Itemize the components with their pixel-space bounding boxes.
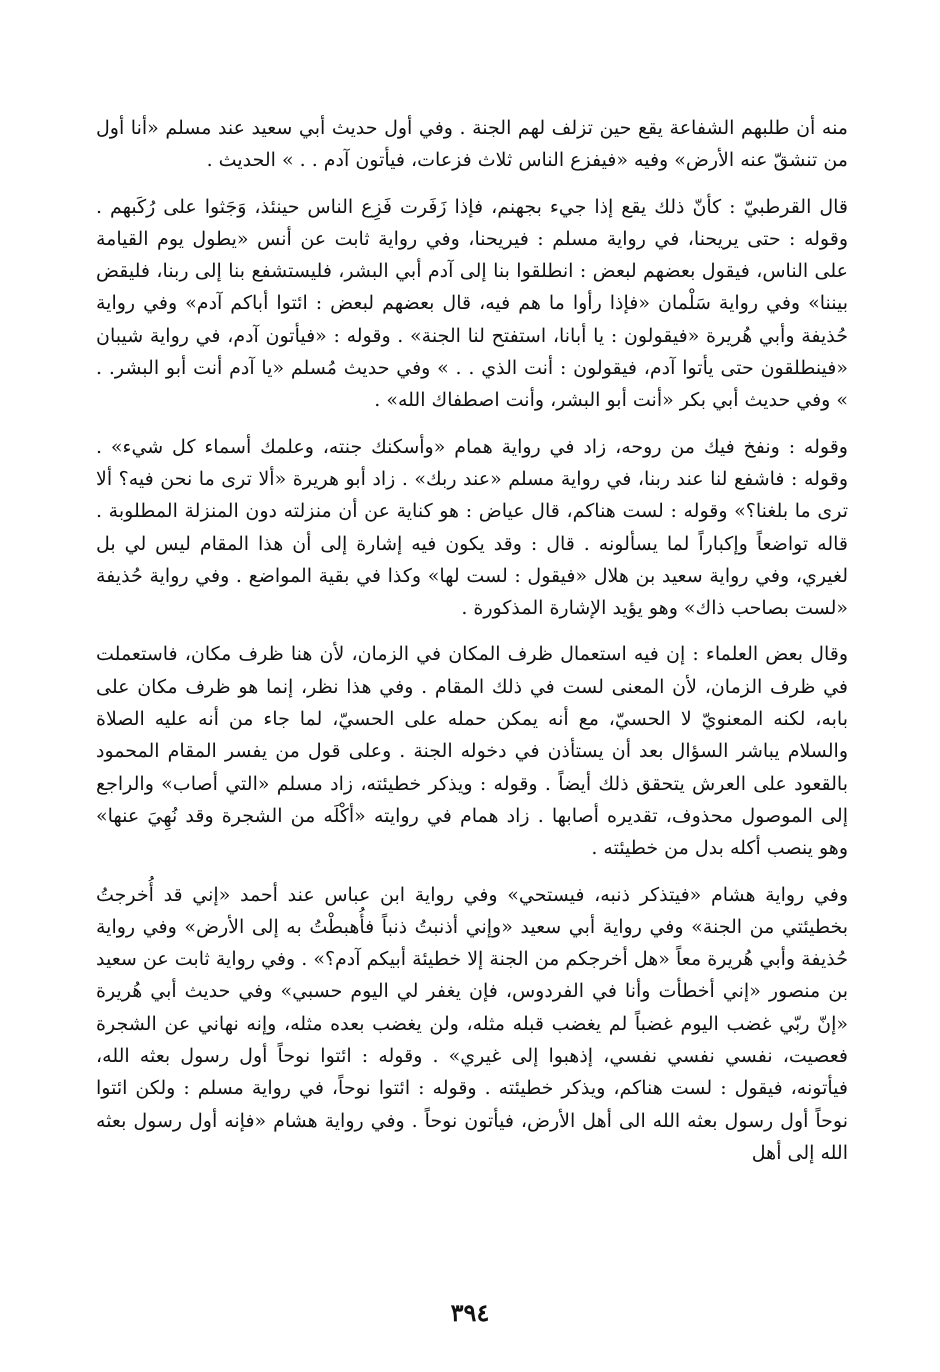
paragraph-3: وقوله : ونفخ فيك من روحه، زاد في رواية همام «وأسكنك جنته، وعلمك أسماء كل شيء» . وقوله : فاشفع لنا عند ربنا، في رواية مسلم «عند ربك» . زاد أبو هريرة «ألا ترى ما نحن فيه؟ ألا ترى ما بلغنا؟» وقوله : لست هناكم، قال عياض : هو كناية عن أن منزلته دون المنزلة المطلوبة . قاله تواضعاً وإكباراً لما يسألونه . قال : وقد يكون فيه إشارة إلى أن هذا المقام ليس لي بل لغيري، وفي رواية سعيد بن هلال «فيقول : لست لها» وكذا في بقية المواضع . وفي رواية حُذيفة «لست بصاحب ذاك» وهو يؤيد الإشارة المذكورة . — [96, 435, 848, 620]
paragraph-1: منه أن طلبهم الشفاعة يقع حين تزلف لهم الجنة . وفي أول حديث أبي سعيد عند مسلم «أنا أول من تنشقّ عنه الأرض» وفيه «فيفزع الناس ثلاث فزعات، فيأتون آدم . . » الحديث . — [96, 117, 848, 172]
paragraph-4: وقال بعض العلماء : إن فيه استعمال ظرف المكان في الزمان، لأن هنا ظرف مكان، فاستعملت في ظرف الزمان، لأن المعنى لست في ذلك المقام . وفي هذا نظر، إنما هو ظرف مكان على بابه، لكنه المعنويّ لا الحسيّ، مع أنه يمكن حمله على الحسيّ، لما جاء من أنه عليه الصلاة والسلام يباشر السؤال بعد أن يستأذن في دخوله الجنة . وعلى قول من يفسر المقام المحمود بالقعود على العرش يتحقق ذلك أيضاً . وقوله : ويذكر خطيئته، زاد مسلم «التي أصاب» والراجع إلى الموصول محذوف، تقديره أصابها . زاد همام في روايته «أكْلَه من الشجرة وقد نُهِيَ عنها» وهو ينصب أكله بدل من خطيئته . — [96, 643, 848, 860]
paragraph-2: قال القرطبيّ : كأنّ ذلك يقع إذا جيء بجهنم، فإذا زَفَرت فَزِع الناس حينئذ، وَجَثوا على رُكَبهم . وقوله : حتى يريحنا، في رواية مسلم : فيريحنا، وفي رواية ثابت عن أنس «يطول يوم القيامة على الناس، فيقول بعضهم لبعض : انطلقوا بنا إلى آدم أبي البشر، فليستشفع بنا إلى ربنا، فليقض بيننا» وفي رواية سَلْمان «فإذا رأوا ما هم فيه، قال بعضهم لبعض : ائتوا أباكم آدم» وفي رواية حُذيفة وأبي هُريرة «فيقولون : يا أبانا، استفتح لنا الجنة» . وقوله : «فيأتون آدم، في رواية شيبان «فينطلقون حتى يأتوا آدم، فيقولون : أنت الذي . . » وفي حديث مُسلم «يا آدم أنت أبو البشر. . » وفي حديث أبي بكر «أنت أبو البشر، وأنت اصطفاك الله» . — [96, 195, 848, 412]
page-number: ٣٩٤ — [450, 1298, 490, 1327]
page-body — [96, 112, 848, 1183]
paragraph-5: وفي رواية هشام «فيتذكر ذنبه، فيستحي» وفي رواية ابن عباس عند أحمد «إني قد أُخرجتُ بخطيئتي من الجنة» وفي رواية أبي سعيد «وإني أذنبتُ ذنباً فأُهبطْتُ به إلى الأرض» وفي رواية حُذيفة وأبي هُريرة معاً «هل أخرجكم من الجنة إلا خطيئة أبيكم آدم؟» . وفي رواية ثابت عن سعيد بن منصور «إني أخطأت وأنا في الفردوس، فإن يغفر لي اليوم حسبي» وفي حديث أبي هُريرة «إنّ ربّي غضب اليوم غضباً لم يغضب قبله مثله، ولن يغضب بعده مثله، وإنه نهاني عن الشجرة فعصيت، نفسي نفسي نفسي، إذهبوا إلى غيري» . وقوله : ائتوا نوحاً أول رسول بعثه الله، فيأتونه، فيقول : لست هناكم، ويذكر خطيئته . وقوله : ائتوا نوحاً، في رواية مسلم : ولكن ائتوا نوحاً أول رسول بعثه الله الى أهل الأرض، فيأتون نوحاً . وفي رواية هشام «فإنه أول رسول بعثه الله إلى أهل — [96, 883, 848, 1164]
